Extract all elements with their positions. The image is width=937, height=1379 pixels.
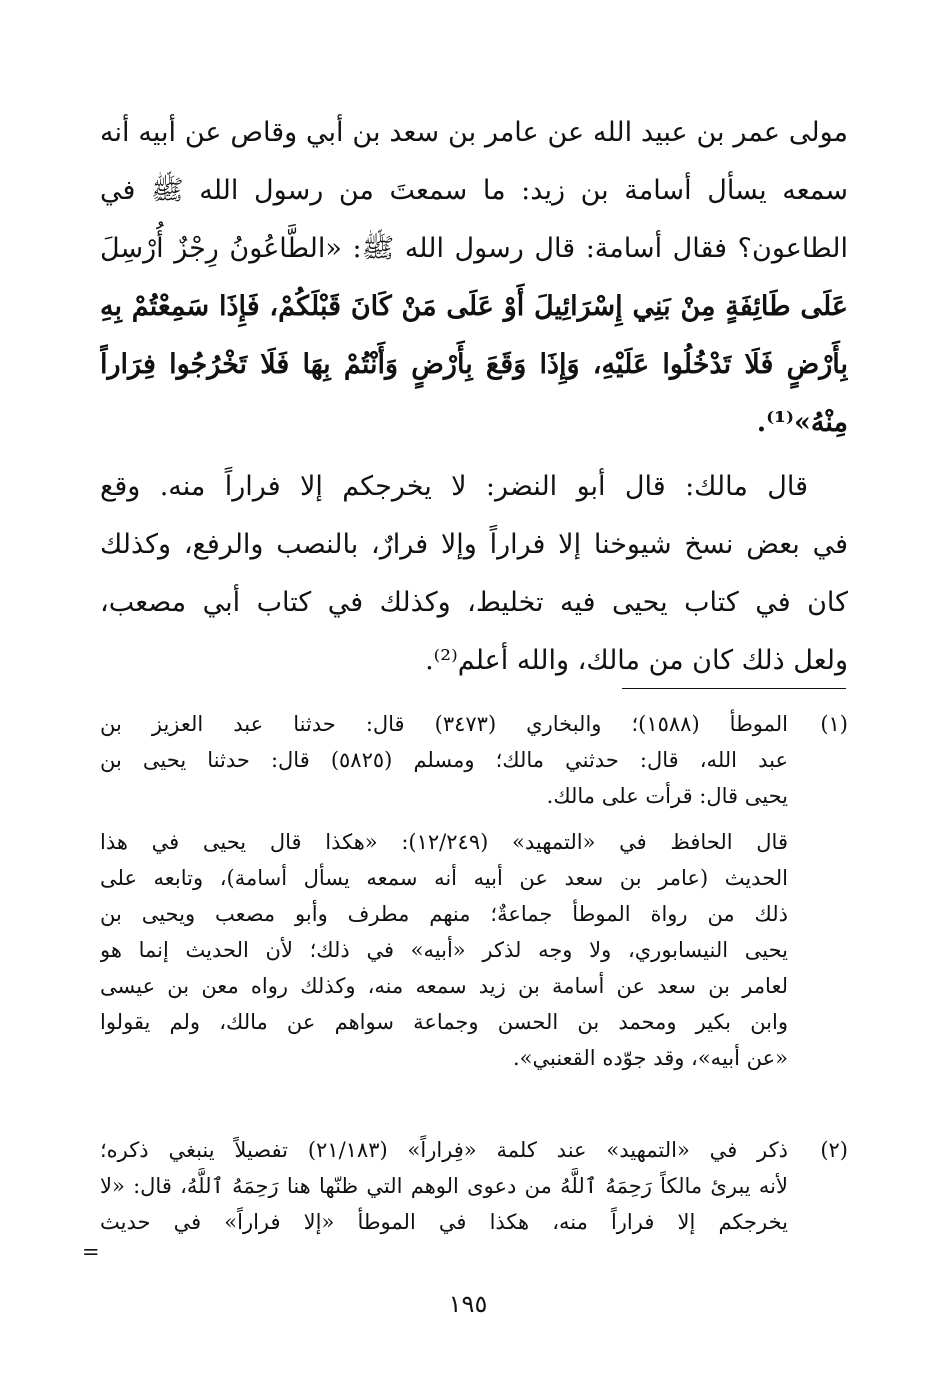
footnote-separator	[622, 688, 846, 689]
footnote-line: عبد الله، قال: حدثني مالك؛ ومسلم (٥٨٢٥) قال: حدثنا يحيى بن	[100, 748, 788, 772]
footnote-line: ذكر في «التمهيد» عند كلمة «فِراراً» (٢١/١٨٣) تفصيلاً ينبغي ذكره؛	[100, 1138, 788, 1162]
footnote-line: يخرجكم إلا فراراً منه، هكذا في الموطأ «إلا فراراً» في حديث	[100, 1210, 788, 1234]
footnote-2	[100, 1132, 848, 1240]
continuation-mark: =	[82, 1240, 100, 1264]
footnote-line: وابن بكير ومحمد بن الحسن وجماعة سواهم عن مالك، ولم يقولوا	[100, 1010, 788, 1034]
footnote-body	[100, 706, 788, 1076]
footnote-line: لعامر بن سعد عن أسامة بن زيد سمعه منه، وكذلك رواه معن بن عيسى	[100, 974, 788, 998]
text-line: في بعض نسخ شيوخنا إلا فراراً وإلا فرارٌ، بالنصب والرفع، وكذلك	[100, 529, 848, 560]
text-line: ولعل ذلك كان من مالك، والله أعلم⁽²⁾.	[425, 645, 848, 676]
footnote-line: لأنه يبرئ مالكاً رَحِمَهُ ٱللَّهُ من دعوى الوهم التي ظنّها هنا رَحِمَهُ ٱللَّهُ، قال: «لا	[100, 1174, 788, 1198]
text-line: سمعه يسأل أسامة بن زيد: ما سمعتَ من رسول الله ﷺ في	[100, 175, 848, 206]
hadith-text-line: مِنْهُ»⁽¹⁾.	[756, 407, 848, 438]
main-paragraph-1	[100, 104, 848, 452]
footnote-line: «عن أبيه»، وقد جوّده القعنبي».	[512, 1046, 788, 1070]
footnote-line: يحيى قال: قرأت على مالك.	[546, 784, 788, 808]
text-line: الطاعون؟ فقال أسامة: قال رسول الله ﷺ: «الطَّاعُونُ رِجْزٌ أُرْسِلَ	[100, 233, 848, 264]
footnote-body	[100, 1132, 788, 1240]
footnote-line: الحديث (عامر بن سعد عن أبيه أنه سمعه يسأل أسامة)، وتابعه على	[100, 866, 788, 890]
hadith-text-line: بِأَرْضٍ فَلَا تَدْخُلُوا عَلَيْهِ، وَإِذَا وَقَعَ بِأَرْضٍ وَأَنْتُمْ بِهَا فَلَا تَخْرُجُوا فِرَاراً	[100, 349, 848, 380]
footnote-number: (٢)	[820, 1138, 848, 1162]
footnote-number: (١)	[820, 712, 848, 736]
footnote-line: يحيى النيسابوري، ولا وجه لذكر «أبيه» في ذلك؛ لأن الحديث إنما هو	[100, 938, 788, 962]
hadith-text-line: عَلَى طَائِفَةٍ مِنْ بَنِي إِسْرَائِيلَ أَوْ عَلَى مَنْ كَانَ قَبْلَكُمْ، فَإِذَا سَمِعْتُمْ بِهِ	[100, 291, 848, 322]
main-paragraph-2	[100, 458, 848, 690]
text-line: قال مالك: قال أبو النضر: لا يخرجكم إلا فراراً منه. وقع	[100, 471, 808, 502]
page-number: ١٩٥	[448, 1290, 488, 1318]
text-line: مولى عمر بن عبيد الله عن عامر بن سعد بن أبي وقاص عن أبيه أنه	[100, 117, 848, 148]
footnote-line: ذلك من رواة الموطأ جماعةٌ؛ منهم مطرف وأبو مصعب ويحيى بن	[100, 902, 788, 926]
footnote-line: قال الحافظ في «التمهيد» (١٢/٢٤٩): «هكذا قال يحيى في هذا	[100, 830, 788, 854]
text-line: كان في كتاب يحيى فيه تخليط، وكذلك في كتاب أبي مصعب،	[100, 587, 848, 618]
footnote-line: الموطأ (١٥٨٨)؛ والبخاري (٣٤٧٣) قال: حدثنا عبد العزيز بن	[100, 712, 788, 736]
footnote-1	[100, 706, 848, 1076]
